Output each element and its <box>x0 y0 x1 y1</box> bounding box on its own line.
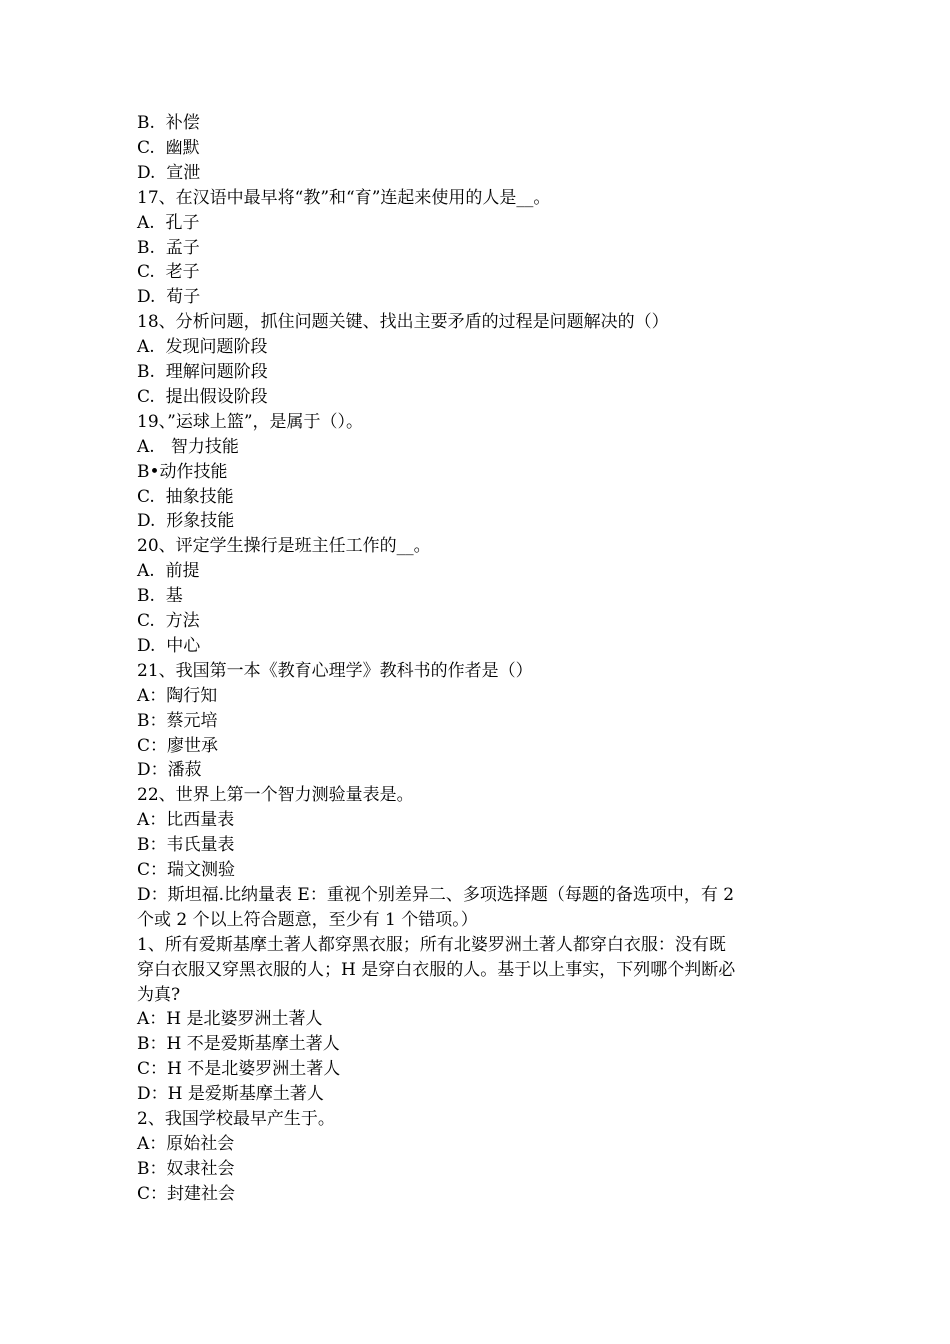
text-line: 穿白衣服又穿黑衣服的人；H 是穿白衣服的人。基于以上事实，下列哪个判断必 <box>137 959 736 980</box>
text-line: B. 孟子 <box>137 237 200 258</box>
text-line: A：比西量表 <box>137 810 235 831</box>
text-line: A. 孔子 <box>137 212 200 233</box>
text-line: A. 发现问题阶段 <box>137 337 268 358</box>
text-line: 19、”运球上篮”，是属于（）。 <box>137 411 364 432</box>
text-line: 22、世界上第一个智力测验量表是。 <box>137 785 414 806</box>
text-line: 21、我国第一本《教育心理学》教科书的作者是（） <box>137 660 533 681</box>
text-line: 17、在汉语中最早将“教”和“育”连起来使用的人是__。 <box>137 187 551 208</box>
text-line: B•动作技能 <box>137 461 228 482</box>
text-line: A：原始社会 <box>137 1133 235 1154</box>
text-line: C：瑞文测验 <box>137 860 236 880</box>
text-line: A：陶行知 <box>137 685 218 706</box>
text-line: C. 幽默 <box>137 137 200 158</box>
text-line: C. 老子 <box>137 262 200 283</box>
text-line: B. 理解问题阶段 <box>137 362 268 382</box>
text-line: D. 荀子 <box>137 287 201 308</box>
text-line: B：奴隶社会 <box>137 1158 235 1179</box>
text-line: 为真? <box>137 984 181 1005</box>
text-line: C：H 不是北婆罗洲土著人 <box>137 1059 341 1080</box>
text-line: B. 补偿 <box>137 113 200 133</box>
text-line: 18、分析问题，抓住问题关键、找出主要矛盾的过程是问题解决的（） <box>137 312 669 333</box>
text-line: D. 宣泄 <box>137 162 201 183</box>
text-line: D：H 是爱斯基摩土著人 <box>137 1084 324 1105</box>
text-line: D. 形象技能 <box>137 511 235 532</box>
text-line: 2、我国学校最早产生于。 <box>137 1109 335 1129</box>
text-line: D. 中心 <box>137 635 201 656</box>
text-line: C. 提出假设阶段 <box>137 386 268 407</box>
text-line: C. 抽象技能 <box>137 486 234 507</box>
text-line: 1、所有爱斯基摩土著人都穿黑衣服；所有北婆罗洲土著人都穿白衣服：没有既 <box>137 934 726 955</box>
text-line: C：廖世承 <box>137 735 219 756</box>
text-line: B：H 不是爱斯基摩土著人 <box>137 1034 340 1055</box>
text-line: 个或 2 个以上符合题意，至少有 1 个错项。） <box>137 909 478 930</box>
text-line: B：韦氏量表 <box>137 835 235 856</box>
text-line: A. 前提 <box>137 561 200 582</box>
text-line: C. 方法 <box>137 611 200 631</box>
text-line: D：斯坦福.比纳量表 E：重视个别差异二、多项选择题（每题的备选项中，有 2 <box>137 884 735 905</box>
text-line: 20、评定学生操行是班主任工作的__。 <box>137 536 431 557</box>
text-line: C：封建社会 <box>137 1183 236 1204</box>
text-line: A：H 是北婆罗洲土著人 <box>137 1009 323 1030</box>
text-line: A. 智力技能 <box>137 436 239 457</box>
text-line: B：蔡元培 <box>137 710 218 731</box>
text-line: D：潘菽 <box>137 760 202 781</box>
text-line: B. 基 <box>137 586 183 607</box>
